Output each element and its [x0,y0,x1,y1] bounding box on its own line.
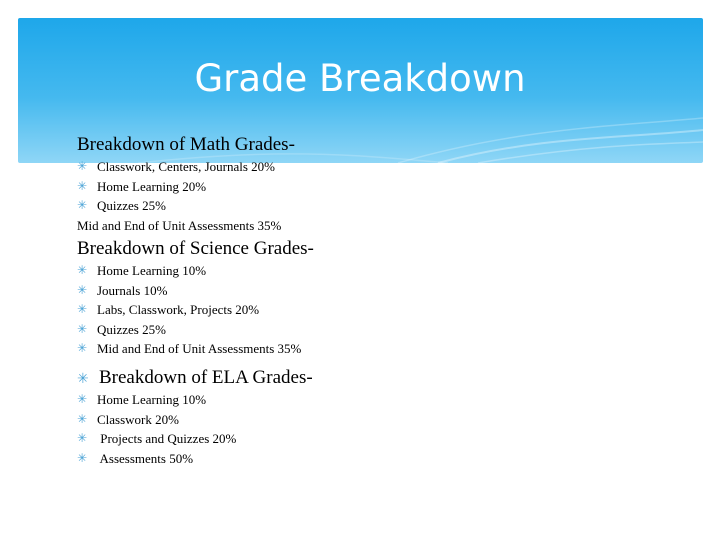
list-item-text: Classwork, Centers, Journals 20% [97,159,276,174]
asterisk-icon: ✳ [77,431,88,446]
asterisk-icon: ✳ [77,411,88,426]
math-section [77,134,295,235]
science-section [77,238,314,359]
list-item [77,261,314,281]
list-item-text: Quizzes 25% [97,321,166,337]
science-list [77,261,314,359]
list-item-text: Home Learning 10% [97,263,207,278]
list-item [77,410,313,430]
asterisk-icon: ✳ [77,159,88,173]
list-item [77,177,295,197]
list-item-text: Journals 10% [97,282,168,298]
list-item-text: Projects and Quizzes 20% [97,431,237,447]
list-item-text: Home Learning 20% [97,178,207,194]
math-heading: Breakdown of Math Grades- [77,134,295,155]
ela-heading-row [77,367,313,389]
asterisk-icon: ✳ [77,282,88,297]
page-title: Grade Breakdown [194,57,526,100]
asterisk-icon: ✳ [77,341,88,356]
asterisk-icon: ✳ [77,178,88,193]
list-item-text: Assessments 50% [97,450,194,466]
asterisk-icon: ✳ [77,371,89,387]
list-item [77,300,314,320]
list-item [77,196,295,216]
list-item [77,281,314,301]
asterisk-icon: ✳ [77,321,88,336]
list-item-text: Quizzes 25% [97,198,166,214]
list-item [77,449,313,469]
science-heading: Breakdown of Science Grades- [77,238,314,259]
list-item-text: Labs, Classwork, Projects 20% [97,302,260,318]
asterisk-icon: ✳ [77,450,88,465]
math-list [77,157,295,216]
list-item-text: Mid and End of Unit Assessments 35% [97,341,302,357]
list-item-text: Home Learning 10% [97,392,207,407]
ela-heading: Breakdown of ELA Grades- [99,367,313,388]
list-item [77,390,313,410]
asterisk-icon: ✳ [77,392,88,406]
asterisk-icon: ✳ [77,198,88,213]
asterisk-icon: ✳ [77,263,88,277]
ela-section [77,367,313,468]
list-item-text: Classwork 20% [97,411,179,427]
math-extra-line: Mid and End of Unit Assessments 35% [77,217,282,233]
list-item [77,320,314,340]
list-item [77,429,313,449]
list-item [77,157,295,177]
asterisk-icon: ✳ [77,302,88,317]
ela-list [77,390,313,468]
list-item [77,339,314,359]
